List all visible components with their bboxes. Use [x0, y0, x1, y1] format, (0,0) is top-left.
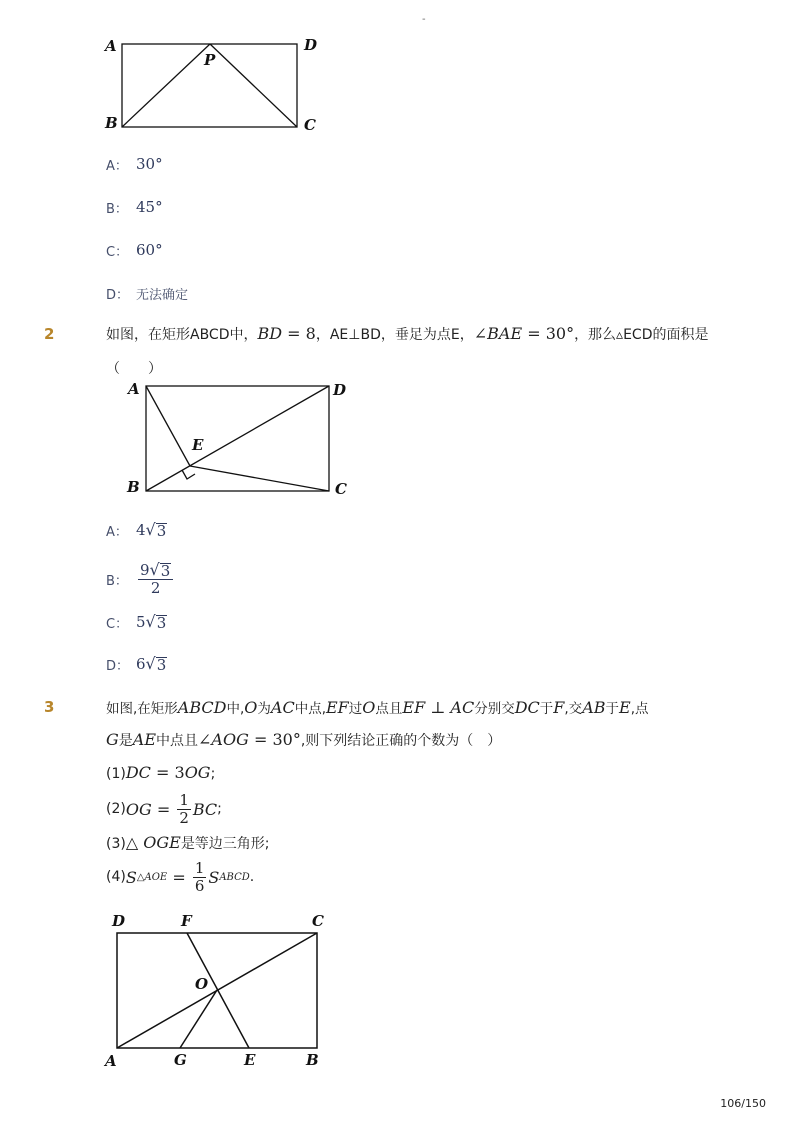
option-value: 6 √ 3 [136, 654, 167, 674]
q1-figure [100, 36, 330, 136]
q2-label-a: A [128, 380, 140, 398]
q1-label-a: A [105, 37, 117, 55]
q3-stem-line2: G是AE中点且∠AOG = 30°,则下列结论正确的个数为（ ） [106, 730, 502, 749]
option-value: 60° [136, 241, 163, 259]
q1-label-c: C [304, 116, 316, 134]
q2-right-angle-mark [182, 470, 195, 479]
q3-statement-2: (2) OG = $\frac{1}{2}$ BC ; [106, 790, 222, 827]
option-label: D： [106, 658, 130, 674]
q1-label-p: P [204, 51, 216, 69]
q3-segment-og [180, 990, 217, 1048]
option-label: C： [106, 616, 129, 632]
q1-segment-cp [210, 44, 297, 127]
option-label: A： [106, 158, 128, 174]
q2-segment-ec [190, 466, 329, 491]
q2-label-e: E [192, 436, 204, 454]
option-label: D： [106, 287, 130, 303]
q2-label-d: D [333, 381, 347, 399]
q2-segment-ae [146, 386, 190, 466]
q3-label-c: C [312, 912, 324, 930]
q3-figure [100, 908, 340, 1073]
q3-label-f: F [181, 912, 192, 930]
q2-answer-paren: （ ） [106, 361, 162, 377]
option-value: 5 √ 3 [136, 612, 167, 632]
option-label: C： [106, 244, 129, 260]
q3-label-e: E [244, 1051, 256, 1069]
q2-label-c: C [335, 480, 347, 498]
option-label: B： [106, 573, 128, 589]
question-number: 2 [44, 325, 55, 343]
q2-label-b: B [127, 478, 140, 496]
q1-option-d[interactable] [106, 281, 188, 305]
question-number: 3 [44, 698, 55, 716]
q2-stem-line1: 如图，在矩形ABCD中，BD = 8，AE⊥BD，垂足为点E，∠BAE = 30°，那么▵ECD的面积是 [106, 324, 709, 343]
q3-label-o: O [195, 975, 209, 993]
q2-option-b[interactable] [106, 560, 175, 598]
option-value: 4 √ 3 [136, 520, 167, 540]
q1-label-d: D [304, 36, 318, 54]
q3-statement-1: (1)DC = 3OG; [106, 763, 216, 782]
q3-label-a: A [105, 1052, 117, 1070]
option-value: 45° [136, 198, 163, 216]
option-value: 9 √ 3 2 [138, 561, 173, 597]
q1-option-b[interactable] [106, 195, 163, 219]
option-value: 30° [136, 155, 163, 173]
q3-statement-4: (4) S △AOE = $\frac{1}{6}$ S ABCD . [106, 858, 255, 895]
q2-diagonal-bd [146, 386, 329, 491]
q1-label-b: B [105, 114, 118, 132]
page-number: 106/150 [720, 1097, 766, 1110]
q2-figure [122, 378, 352, 500]
q3-stem-line1: 如图,在矩形ABCD中,O为AC中点,EF过O点且EF ⊥ AC分别交DC于F,交AB于E,点 [106, 698, 649, 717]
q1-segment-bp [122, 44, 210, 127]
q2-option-d[interactable] [106, 652, 167, 676]
option-label: B： [106, 201, 128, 217]
q3-label-b: B [306, 1051, 319, 1069]
q3-label-g: G [174, 1051, 187, 1069]
q3-statement-3: (3)△ OGE是等边三角形; [106, 833, 270, 852]
q2-option-a[interactable] [106, 518, 167, 542]
q2-option-c[interactable] [106, 610, 167, 634]
header-dash: - [422, 14, 426, 25]
q1-option-c[interactable] [106, 238, 163, 262]
option-label: A： [106, 524, 128, 540]
q3-label-d: D [112, 912, 126, 930]
q1-option-a[interactable] [106, 152, 163, 176]
option-value: 无法确定 [136, 287, 189, 303]
